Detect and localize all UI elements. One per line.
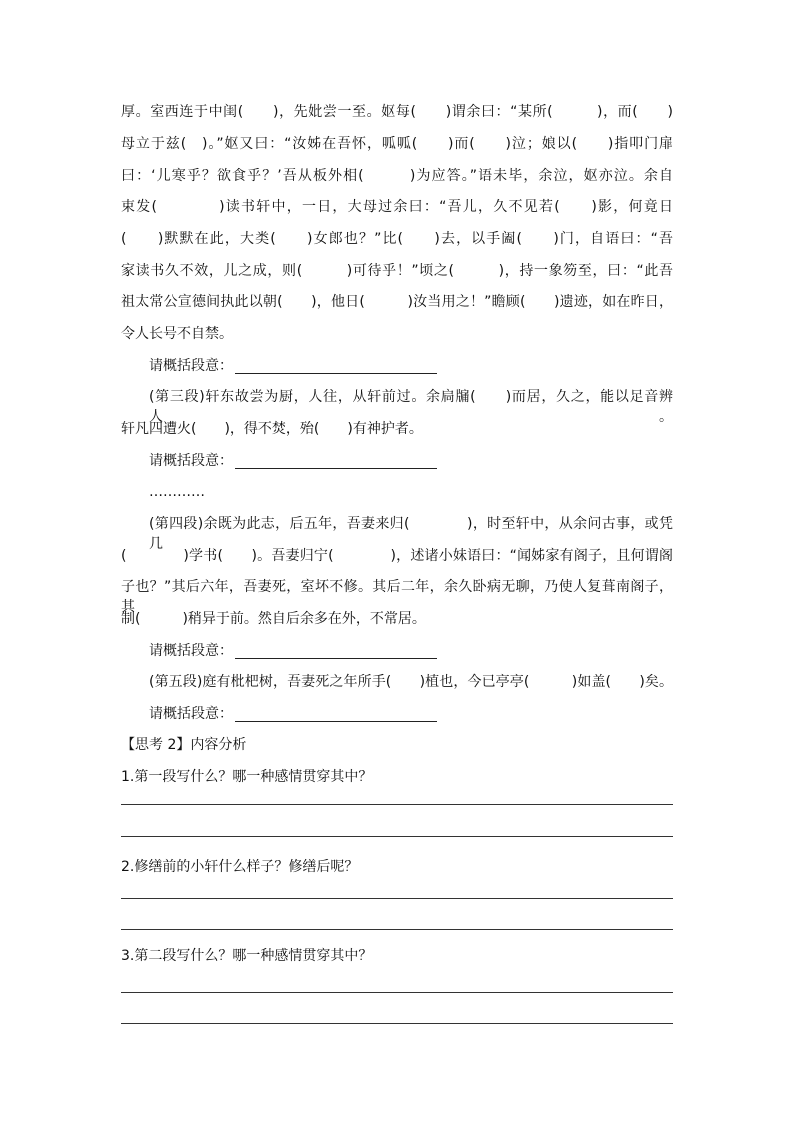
question-3: 3.第二段写什么？哪一种感情贯穿其中？ [121, 948, 373, 964]
summary-answer-blank[interactable] [235, 707, 437, 722]
summary-label: 请概括段意： [149, 706, 233, 722]
answer-line[interactable] [121, 836, 673, 837]
summary-row [149, 356, 437, 376]
para4-line: 制( )稍异于前。然自后余多在外，不常居。 [121, 611, 426, 627]
summary-answer-blank[interactable] [235, 644, 437, 659]
question-2: 2.修缮前的小轩什么样子？修缮后呢？ [121, 859, 359, 875]
para4-line: (第四段)余既为此志，后五年，吾妻来归( )，时至轩中，从余问古事，或凭几 [149, 516, 673, 552]
summary-label: 请概括段意： [149, 643, 233, 659]
answer-line[interactable] [121, 804, 673, 805]
answer-line[interactable] [121, 992, 673, 993]
para5-line: (第五段)庭有枇杷树，吾妻死之年所手( )植也，今已亭亭( )如盖( )矣。 [149, 674, 673, 690]
para4-line: 子也？”其后六年，吾妻死，室坏不修。其后二年，余久卧病无聊，乃使人复葺南阁子，其 [121, 579, 673, 615]
passage-line: 令人长号不自禁。 [121, 326, 233, 342]
summary-label: 请概括段意： [149, 358, 233, 374]
summary-row [149, 451, 437, 471]
answer-line[interactable] [121, 1023, 673, 1024]
answer-line[interactable] [121, 898, 673, 899]
summary-label: 请概括段意： [149, 453, 233, 469]
passage-line: 曰：‘儿寒乎？欲食乎？’吾从板外相( )为应答。”语未毕，余泣，妪亦泣。余自 [121, 168, 673, 184]
passage-line: 祖太常公宣德间执此以朝( )，他日( )汝当用之！”瞻顾( )遗迹，如在昨日， [121, 294, 673, 310]
passage-line: 母立于兹( )。”妪又曰：“汝姊在吾怀，呱呱( )而( )泣；娘以( )指叩门扉 [121, 136, 673, 152]
section-title: 【思考 2】内容分析 [121, 737, 247, 753]
passage-line: 家读书久不效，儿之成，则( )可待乎！”顷之( )，持一象笏至，曰：“此吾 [121, 263, 673, 279]
summary-row [149, 704, 437, 724]
passage-line: ( )默默在此，大类( )女郎也？”比( )去，以手阖( )门，自语曰：“吾 [121, 231, 673, 247]
summary-answer-blank[interactable] [235, 454, 437, 469]
passage-line: 厚。室西连于中闺( )，先妣尝一至。妪每( )谓余曰：“某所( )，而( ) [121, 104, 673, 120]
para3-line: 轩凡四遭火( )，得不焚，殆( )有神护者。 [121, 421, 423, 437]
para4-line: ( )学书( )。吾妻归宁( )，述诸小妹语曰：“闻姊家有阁子，且何谓阁 [121, 548, 673, 564]
answer-line[interactable] [121, 929, 673, 930]
summary-answer-blank[interactable] [235, 359, 437, 374]
para3-line: (第三段)轩东故尝为厨，人往，从轩前过。余扃牖( )而居，久之，能以足音辨人。 [149, 389, 673, 425]
question-1: 1.第一段写什么？哪一种感情贯穿其中？ [121, 769, 373, 785]
passage-line: 束发( )读书轩中，一日，大母过余曰：“吾儿，久不见若( )影，何竟日 [121, 199, 673, 215]
ellipsis: ………… [149, 484, 205, 500]
summary-row [149, 641, 437, 661]
